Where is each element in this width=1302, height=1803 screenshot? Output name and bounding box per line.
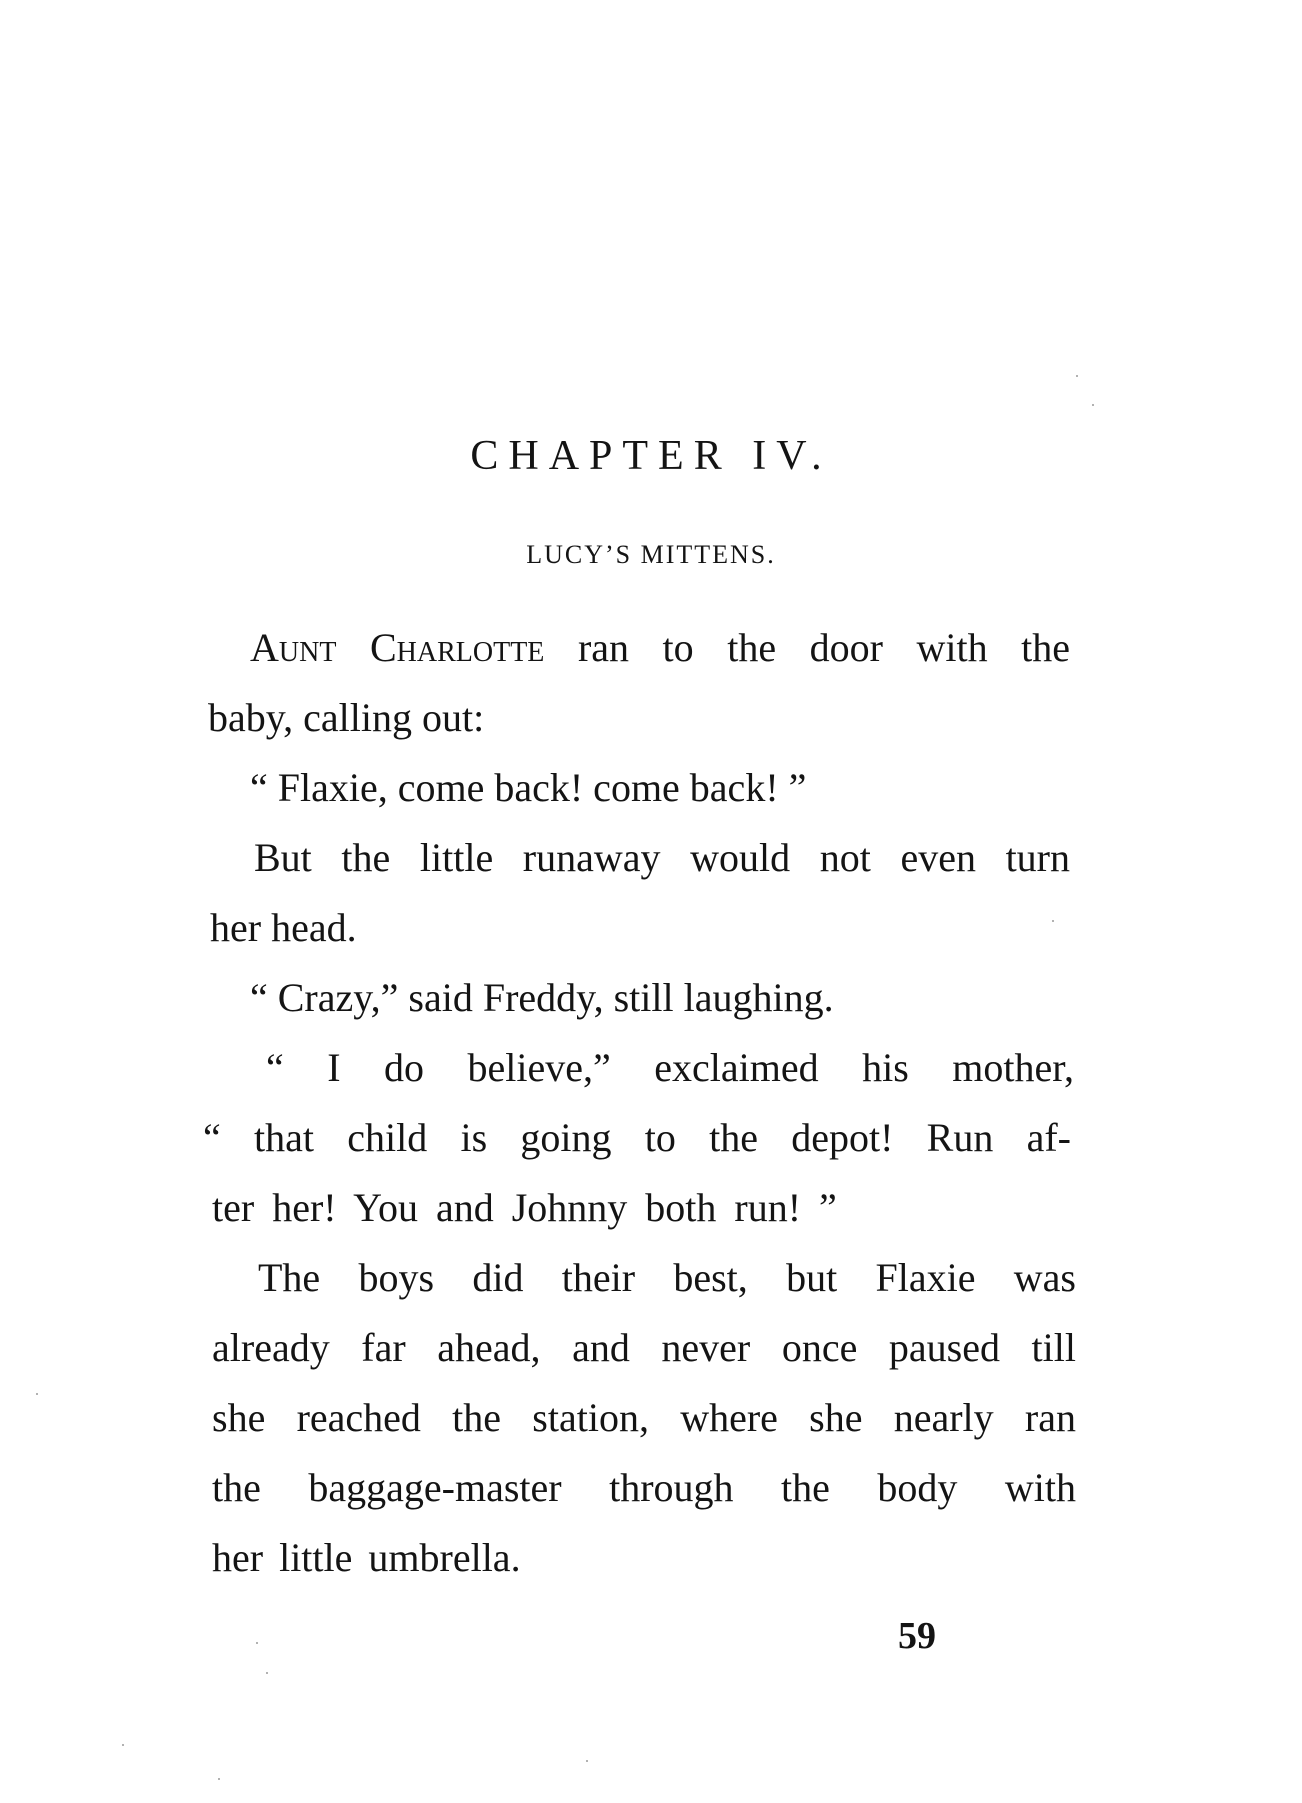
chapter-title: CHAPTER IV.: [470, 433, 832, 479]
paper-speck: [1092, 404, 1094, 406]
paper-speck: [266, 1672, 268, 1674]
page-number: 59: [898, 1615, 936, 1657]
text-line-8: “ that child is going to the depot! Run af-: [203, 1115, 1071, 1160]
opening-name: Aunt Charlotte: [250, 625, 545, 670]
paper-speck: [1076, 375, 1078, 377]
text-line-10: The boys did their best, but Flaxie was: [258, 1255, 1076, 1300]
text-line-3: “ Flaxie, come back! come back! ”: [250, 765, 807, 810]
paper-speck: [36, 1393, 38, 1395]
text-line-1-rest: ran to the door with the: [544, 625, 1070, 670]
text-line-11: already far ahead, and never once paused till: [212, 1325, 1076, 1370]
text-line-9: ter her! You and Johnny both run! ”: [212, 1185, 837, 1230]
paper-speck: [1052, 920, 1054, 922]
text-line-4: But the little runaway would not even turn: [254, 835, 1070, 880]
paper-speck: [586, 1760, 588, 1762]
text-line-2: baby, calling out:: [208, 695, 485, 740]
text-line-14: her little umbrella.: [212, 1535, 521, 1580]
text-line-6: “ Crazy,” said Freddy, still laughing.: [250, 975, 834, 1020]
text-line-13: the baggage-master through the body with: [212, 1465, 1076, 1510]
text-line-7: “ I do believe,” exclaimed his mother,: [266, 1045, 1074, 1090]
text-line-12: she reached the station, where she nearly ran: [212, 1395, 1076, 1440]
chapter-subtitle: LUCY’S MITTENS.: [526, 540, 776, 569]
paper-speck: [256, 1642, 258, 1644]
paper-speck: [218, 1778, 220, 1780]
text-line-5: her head.: [210, 905, 357, 950]
text-line-1: [250, 625, 1070, 670]
paper-speck: [122, 1744, 124, 1746]
